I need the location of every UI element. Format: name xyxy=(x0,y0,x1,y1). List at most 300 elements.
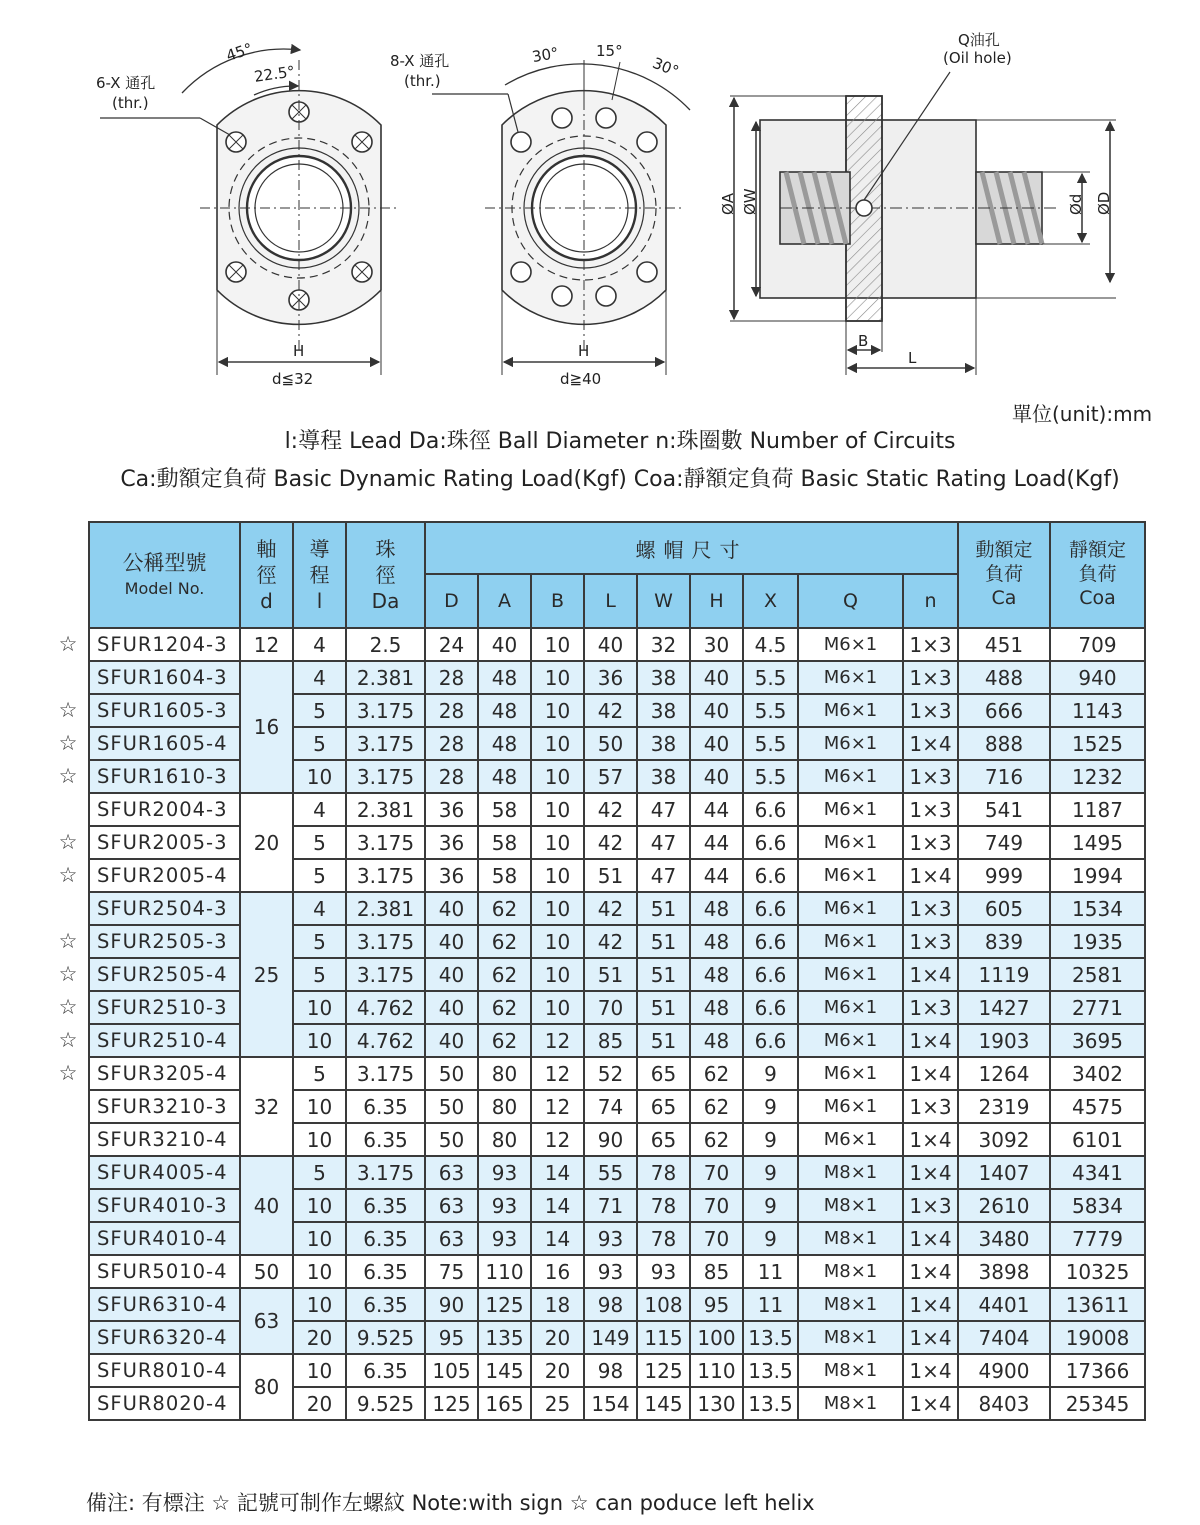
unit-label: 單位(unit):mm xyxy=(1012,402,1153,426)
cell-ca: 1427 xyxy=(958,991,1050,1024)
cell-d: 28 xyxy=(425,727,478,760)
model-cell: SFUR8020-4 xyxy=(89,1387,240,1420)
cell-w: 32 xyxy=(637,628,690,661)
cell-b: 10 xyxy=(531,694,584,727)
header-model xyxy=(89,522,240,628)
left-helix-star-icon: ☆ xyxy=(58,928,78,953)
cell-h: 48 xyxy=(690,991,743,1024)
header-shaft-1: 軸 xyxy=(256,537,277,561)
angle-30a-label: 30° xyxy=(530,43,560,67)
cell-coa: 1525 xyxy=(1050,727,1145,760)
cell-coa: 3695 xyxy=(1050,1024,1145,1057)
model-cell: SFUR4010-3 xyxy=(89,1189,240,1222)
cell-l: 5 xyxy=(293,958,346,991)
cell-a: 125 xyxy=(478,1288,531,1321)
cell-da: 6.35 xyxy=(346,1189,425,1222)
subheader-Q: Q xyxy=(798,574,903,628)
cell-w: 65 xyxy=(637,1057,690,1090)
cell-da: 4.762 xyxy=(346,991,425,1024)
header-lead-2: 程 xyxy=(309,563,330,587)
cond-small: d≦32 xyxy=(272,370,314,388)
cell-q: M6×1 xyxy=(798,826,903,859)
header-lead xyxy=(293,522,346,628)
model-cell: SFUR2004-3 xyxy=(89,793,240,826)
cell-x: 6.6 xyxy=(743,859,798,892)
cell-l: 5 xyxy=(293,826,346,859)
cell-w: 47 xyxy=(637,826,690,859)
cell-n: 1×4 xyxy=(903,727,958,760)
cell-n: 1×3 xyxy=(903,925,958,958)
cell-da: 6.35 xyxy=(346,1090,425,1123)
cell-l: 20 xyxy=(293,1321,346,1354)
cell-ca: 888 xyxy=(958,727,1050,760)
cell-n: 1×4 xyxy=(903,1255,958,1288)
cell-coa: 4575 xyxy=(1050,1090,1145,1123)
cell-coa: 17366 xyxy=(1050,1354,1145,1387)
cell-x: 9 xyxy=(743,1222,798,1255)
spec-table-body xyxy=(89,628,1145,1420)
dim-a-label: ØA xyxy=(719,192,737,215)
cell-b: 10 xyxy=(531,628,584,661)
cell-coa: 1143 xyxy=(1050,694,1145,727)
cell-n: 1×3 xyxy=(903,991,958,1024)
cell-ca: 999 xyxy=(958,859,1050,892)
cell-d: 36 xyxy=(425,859,478,892)
cell-q: M6×1 xyxy=(798,991,903,1024)
footnote: 備注: 有標注 ☆ 記號可制作左螺紋 Note:with sign ☆ can poduce left helix xyxy=(86,1491,815,1515)
cell-a: 80 xyxy=(478,1090,531,1123)
cell-a: 165 xyxy=(478,1387,531,1420)
cell-ca: 4401 xyxy=(958,1288,1050,1321)
cell-a: 62 xyxy=(478,958,531,991)
cell-x: 9 xyxy=(743,1156,798,1189)
cell-w: 51 xyxy=(637,892,690,925)
cell-x: 13.5 xyxy=(743,1354,798,1387)
model-cell: SFUR2005-3 xyxy=(89,826,240,859)
cell-q: M6×1 xyxy=(798,694,903,727)
cell-ca: 1119 xyxy=(958,958,1050,991)
cell-b: 10 xyxy=(531,991,584,1024)
cell-coa: 4341 xyxy=(1050,1156,1145,1189)
subheader-W: W xyxy=(637,574,690,628)
cell-b: 10 xyxy=(531,925,584,958)
subheader-H: H xyxy=(690,574,743,628)
cell-x: 6.6 xyxy=(743,925,798,958)
cell-b: 12 xyxy=(531,1057,584,1090)
cell-b: 10 xyxy=(531,661,584,694)
cell-da: 2.5 xyxy=(346,628,425,661)
header-dyn-2: 負荷 xyxy=(984,563,1023,586)
cell-b: 10 xyxy=(531,760,584,793)
cell-l: 93 xyxy=(584,1255,637,1288)
cell-b: 14 xyxy=(531,1222,584,1255)
cell-w: 51 xyxy=(637,991,690,1024)
model-cell: SFUR3210-4 xyxy=(89,1123,240,1156)
header-dyn-1: 動額定 xyxy=(975,539,1033,562)
cell-n: 1×4 xyxy=(903,1354,958,1387)
cell-x: 6.6 xyxy=(743,991,798,1024)
left-helix-star-icon: ☆ xyxy=(58,631,78,656)
cell-n: 1×3 xyxy=(903,694,958,727)
cell-a: 48 xyxy=(478,661,531,694)
cell-w: 38 xyxy=(637,661,690,694)
model-cell: SFUR2510-3 xyxy=(89,991,240,1024)
cell-a: 93 xyxy=(478,1222,531,1255)
cell-l: 5 xyxy=(293,727,346,760)
cell-da: 3.175 xyxy=(346,694,425,727)
cell-b: 10 xyxy=(531,859,584,892)
cell-b: 25 xyxy=(531,1387,584,1420)
cell-d: 40 xyxy=(425,925,478,958)
hole-callout-8x-thr: (thr.) xyxy=(404,72,441,90)
cell-n: 1×4 xyxy=(903,1057,958,1090)
dim-b-label: B xyxy=(858,332,869,350)
shaft-diameter-cell: 32 xyxy=(240,1057,293,1156)
cell-q: M6×1 xyxy=(798,727,903,760)
cell-coa: 1935 xyxy=(1050,925,1145,958)
cell-a: 145 xyxy=(478,1354,531,1387)
angle-45-label: 45° xyxy=(223,39,255,65)
header-dyn-3: Ca xyxy=(991,586,1017,609)
hole-callout-8x: 8-X 通孔 xyxy=(390,52,450,70)
cell-b: 10 xyxy=(531,793,584,826)
cell-h: 48 xyxy=(690,1024,743,1057)
cell-da: 9.525 xyxy=(346,1321,425,1354)
cell-d: 24 xyxy=(425,628,478,661)
cell-d: 28 xyxy=(425,694,478,727)
cell-n: 1×4 xyxy=(903,859,958,892)
hole-callout-6x: 6-X 通孔 xyxy=(96,74,156,92)
model-cell: SFUR8010-4 xyxy=(89,1354,240,1387)
cell-da: 3.175 xyxy=(346,727,425,760)
cell-da: 3.175 xyxy=(346,1156,425,1189)
model-cell: SFUR2505-3 xyxy=(89,925,240,958)
cell-n: 1×3 xyxy=(903,1090,958,1123)
model-cell: SFUR1605-4 xyxy=(89,727,240,760)
cell-q: M8×1 xyxy=(798,1156,903,1189)
cell-n: 1×3 xyxy=(903,760,958,793)
side-view-drawing xyxy=(730,72,1116,375)
cell-l: 154 xyxy=(584,1387,637,1420)
cell-q: M6×1 xyxy=(798,661,903,694)
legend-line-1: l:導程 Lead Da:珠徑 Ball Diameter n:珠圈數 Number of Circuits xyxy=(284,429,956,454)
cell-x: 11 xyxy=(743,1255,798,1288)
cell-da: 2.381 xyxy=(346,661,425,694)
cell-l: 5 xyxy=(293,694,346,727)
cell-coa: 3402 xyxy=(1050,1057,1145,1090)
cell-a: 80 xyxy=(478,1123,531,1156)
dim-h-large: H xyxy=(578,342,590,360)
cell-da: 3.175 xyxy=(346,760,425,793)
cell-w: 78 xyxy=(637,1189,690,1222)
cell-q: M6×1 xyxy=(798,1090,903,1123)
cell-da: 6.35 xyxy=(346,1255,425,1288)
cell-ca: 2610 xyxy=(958,1189,1050,1222)
cell-n: 1×4 xyxy=(903,958,958,991)
cell-l: 10 xyxy=(293,1354,346,1387)
cell-a: 110 xyxy=(478,1255,531,1288)
cell-l: 70 xyxy=(584,991,637,1024)
cell-a: 62 xyxy=(478,1024,531,1057)
hole-callout-6x-thr: (thr.) xyxy=(112,94,149,112)
subheader-B: B xyxy=(531,574,584,628)
shaft-diameter-cell: 63 xyxy=(240,1288,293,1354)
table-row xyxy=(89,1057,1145,1090)
cell-q: M6×1 xyxy=(798,1057,903,1090)
model-cell: SFUR6320-4 xyxy=(89,1321,240,1354)
header-lead-3: l xyxy=(316,589,323,613)
cell-ca: 666 xyxy=(958,694,1050,727)
cell-l: 42 xyxy=(584,826,637,859)
cell-l: 10 xyxy=(293,1222,346,1255)
cell-h: 62 xyxy=(690,1123,743,1156)
header-stat-1: 靜額定 xyxy=(1068,539,1126,562)
cell-b: 10 xyxy=(531,892,584,925)
cell-q: M8×1 xyxy=(798,1222,903,1255)
table-row xyxy=(89,628,1145,661)
cell-l: 10 xyxy=(293,760,346,793)
cell-l: 42 xyxy=(584,892,637,925)
cell-coa: 940 xyxy=(1050,661,1145,694)
cell-l: 5 xyxy=(293,1057,346,1090)
cell-ca: 8403 xyxy=(958,1387,1050,1420)
cell-d: 36 xyxy=(425,793,478,826)
flange-drawing-large xyxy=(380,60,690,375)
cell-q: M6×1 xyxy=(798,958,903,991)
cell-w: 125 xyxy=(637,1354,690,1387)
table-row xyxy=(89,1255,1145,1288)
cell-ca: 1407 xyxy=(958,1156,1050,1189)
cell-n: 1×4 xyxy=(903,1024,958,1057)
header-model-cn: 公稱型號 xyxy=(122,550,207,575)
header-ball-1: 珠 xyxy=(375,537,396,561)
cell-l: 10 xyxy=(293,991,346,1024)
cell-ca: 749 xyxy=(958,826,1050,859)
cell-l: 20 xyxy=(293,1387,346,1420)
cell-d: 28 xyxy=(425,760,478,793)
dim-l-label: L xyxy=(908,349,917,367)
model-cell: SFUR4010-4 xyxy=(89,1222,240,1255)
cell-coa: 1232 xyxy=(1050,760,1145,793)
cell-b: 12 xyxy=(531,1090,584,1123)
model-cell: SFUR6310-4 xyxy=(89,1288,240,1321)
cell-da: 2.381 xyxy=(346,892,425,925)
cell-h: 48 xyxy=(690,958,743,991)
header-nut-dimensions: 螺帽尺寸 xyxy=(425,522,958,574)
cell-coa: 1495 xyxy=(1050,826,1145,859)
cell-da: 3.175 xyxy=(346,1057,425,1090)
left-helix-star-icon: ☆ xyxy=(58,697,78,722)
cell-a: 62 xyxy=(478,892,531,925)
cell-l: 42 xyxy=(584,694,637,727)
cell-a: 58 xyxy=(478,793,531,826)
cell-w: 38 xyxy=(637,694,690,727)
cell-da: 6.35 xyxy=(346,1222,425,1255)
cell-x: 13.5 xyxy=(743,1321,798,1354)
cell-coa: 13611 xyxy=(1050,1288,1145,1321)
cell-q: M6×1 xyxy=(798,793,903,826)
cell-da: 9.525 xyxy=(346,1387,425,1420)
cell-coa: 2771 xyxy=(1050,991,1145,1024)
cell-w: 78 xyxy=(637,1156,690,1189)
model-cell: SFUR2505-4 xyxy=(89,958,240,991)
cell-w: 51 xyxy=(637,1024,690,1057)
cell-a: 62 xyxy=(478,991,531,1024)
model-cell: SFUR2504-3 xyxy=(89,892,240,925)
cell-h: 44 xyxy=(690,826,743,859)
cell-w: 108 xyxy=(637,1288,690,1321)
cell-h: 40 xyxy=(690,661,743,694)
cell-l: 85 xyxy=(584,1024,637,1057)
shaft-diameter-cell: 16 xyxy=(240,661,293,793)
cell-da: 6.35 xyxy=(346,1354,425,1387)
header-shaft-dia xyxy=(240,522,293,628)
cell-w: 47 xyxy=(637,793,690,826)
table-row xyxy=(89,892,1145,925)
cell-q: M8×1 xyxy=(798,1321,903,1354)
cell-h: 110 xyxy=(690,1354,743,1387)
header-ball-2: 徑 xyxy=(375,563,396,587)
cell-x: 6.6 xyxy=(743,892,798,925)
cell-l: 55 xyxy=(584,1156,637,1189)
cell-w: 145 xyxy=(637,1387,690,1420)
cell-x: 4.5 xyxy=(743,628,798,661)
cell-q: M6×1 xyxy=(798,760,903,793)
cell-n: 1×4 xyxy=(903,1288,958,1321)
cond-large: d≧40 xyxy=(560,370,602,388)
cell-d: 95 xyxy=(425,1321,478,1354)
cell-ca: 605 xyxy=(958,892,1050,925)
cell-a: 80 xyxy=(478,1057,531,1090)
cell-q: M6×1 xyxy=(798,859,903,892)
cell-a: 58 xyxy=(478,859,531,892)
cell-h: 130 xyxy=(690,1387,743,1420)
cell-x: 6.6 xyxy=(743,958,798,991)
left-helix-star-icon: ☆ xyxy=(58,862,78,887)
cell-q: M8×1 xyxy=(798,1354,903,1387)
cell-d: 40 xyxy=(425,1024,478,1057)
angle-30b-label: 30° xyxy=(649,53,682,81)
cell-da: 3.175 xyxy=(346,859,425,892)
cell-h: 40 xyxy=(690,760,743,793)
cell-q: M8×1 xyxy=(798,1255,903,1288)
model-cell: SFUR2510-4 xyxy=(89,1024,240,1057)
cell-da: 6.35 xyxy=(346,1288,425,1321)
cell-ca: 1903 xyxy=(958,1024,1050,1057)
cell-l: 90 xyxy=(584,1123,637,1156)
cell-x: 6.6 xyxy=(743,826,798,859)
model-cell: SFUR2005-4 xyxy=(89,859,240,892)
cell-n: 1×3 xyxy=(903,793,958,826)
cell-l: 4 xyxy=(293,661,346,694)
cell-d: 105 xyxy=(425,1354,478,1387)
cell-d: 63 xyxy=(425,1156,478,1189)
cell-h: 70 xyxy=(690,1156,743,1189)
subheader-n: n xyxy=(903,574,958,628)
header-ball-3: Da xyxy=(371,589,400,613)
cell-da: 6.35 xyxy=(346,1123,425,1156)
cell-b: 12 xyxy=(531,1024,584,1057)
left-helix-star-icon: ☆ xyxy=(58,730,78,755)
cell-x: 13.5 xyxy=(743,1387,798,1420)
cell-l: 57 xyxy=(584,760,637,793)
cell-coa: 2581 xyxy=(1050,958,1145,991)
cell-q: M6×1 xyxy=(798,892,903,925)
cell-da: 3.175 xyxy=(346,925,425,958)
cell-w: 38 xyxy=(637,760,690,793)
shaft-diameter-cell: 25 xyxy=(240,892,293,1057)
angle-22-5-label: 22.5° xyxy=(253,62,297,86)
cell-n: 1×3 xyxy=(903,628,958,661)
cell-x: 11 xyxy=(743,1288,798,1321)
cell-coa: 6101 xyxy=(1050,1123,1145,1156)
model-cell: SFUR5010-4 xyxy=(89,1255,240,1288)
technical-drawings xyxy=(0,0,1200,400)
left-helix-star-icon: ☆ xyxy=(58,763,78,788)
model-cell: SFUR1604-3 xyxy=(89,661,240,694)
cell-w: 47 xyxy=(637,859,690,892)
table-row xyxy=(89,1288,1145,1321)
cell-h: 100 xyxy=(690,1321,743,1354)
oil-hole-label: Q油孔 xyxy=(958,31,1000,49)
cell-ca: 1264 xyxy=(958,1057,1050,1090)
cell-l: 4 xyxy=(293,793,346,826)
cell-b: 20 xyxy=(531,1321,584,1354)
cell-d: 90 xyxy=(425,1288,478,1321)
dim-d-small-label: Ød xyxy=(1067,193,1085,215)
cell-d: 50 xyxy=(425,1057,478,1090)
cell-l: 10 xyxy=(293,1288,346,1321)
cell-ca: 541 xyxy=(958,793,1050,826)
cell-h: 70 xyxy=(690,1189,743,1222)
cell-d: 36 xyxy=(425,826,478,859)
cell-w: 93 xyxy=(637,1255,690,1288)
cell-d: 63 xyxy=(425,1222,478,1255)
cell-h: 62 xyxy=(690,1057,743,1090)
table-row xyxy=(89,661,1145,694)
cell-n: 1×4 xyxy=(903,1387,958,1420)
cell-h: 48 xyxy=(690,892,743,925)
cell-a: 48 xyxy=(478,760,531,793)
header-ball-dia xyxy=(346,522,425,628)
cell-d: 125 xyxy=(425,1387,478,1420)
cell-b: 14 xyxy=(531,1156,584,1189)
left-helix-star-icon: ☆ xyxy=(58,961,78,986)
cell-l: 4 xyxy=(293,892,346,925)
model-cell: SFUR3205-4 xyxy=(89,1057,240,1090)
cell-b: 16 xyxy=(531,1255,584,1288)
cell-x: 9 xyxy=(743,1057,798,1090)
cell-da: 3.175 xyxy=(346,958,425,991)
cell-w: 115 xyxy=(637,1321,690,1354)
cell-a: 93 xyxy=(478,1156,531,1189)
cell-l: 42 xyxy=(584,793,637,826)
cell-ca: 3092 xyxy=(958,1123,1050,1156)
cell-h: 48 xyxy=(690,925,743,958)
cell-b: 12 xyxy=(531,1123,584,1156)
dim-w-label: ØW xyxy=(741,188,759,215)
cell-coa: 7779 xyxy=(1050,1222,1145,1255)
cell-l: 149 xyxy=(584,1321,637,1354)
left-helix-star-icon: ☆ xyxy=(58,829,78,854)
cell-w: 65 xyxy=(637,1123,690,1156)
cell-ca: 3898 xyxy=(958,1255,1050,1288)
cell-l: 51 xyxy=(584,859,637,892)
cell-w: 65 xyxy=(637,1090,690,1123)
cell-d: 40 xyxy=(425,892,478,925)
cell-n: 1×3 xyxy=(903,661,958,694)
cell-n: 1×3 xyxy=(903,1189,958,1222)
